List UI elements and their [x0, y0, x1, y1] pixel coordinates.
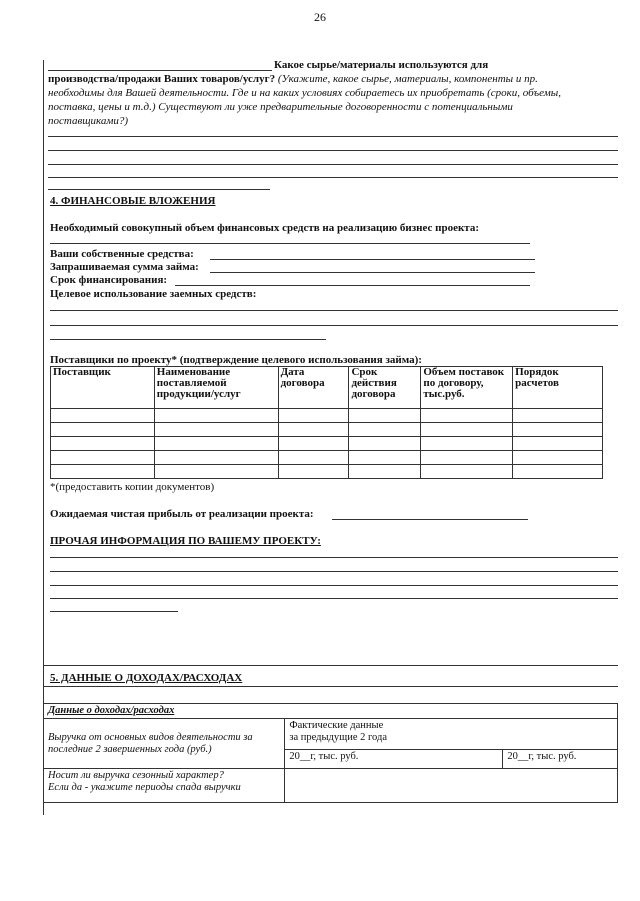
header-product: Наименование поставляемой продукции/услуг	[154, 367, 278, 409]
materials-question-line2	[48, 73, 538, 85]
materials-hint-1: (Укажите, какое сырье, материалы, компоненты и пр.	[277, 73, 538, 85]
header-volume: Объем поставок по договору, тыс.руб.	[421, 367, 513, 409]
actual-data-label: Фактические данные за предыдущие 2 года	[289, 720, 387, 743]
year-2-field[interactable]: 20__г, тыс. руб.	[507, 751, 577, 762]
table-row[interactable]	[51, 437, 603, 451]
purpose-label: Целевое использование заемных средств:	[50, 288, 257, 300]
suppliers-header-row	[51, 367, 603, 409]
purpose-line-2[interactable]	[50, 325, 618, 326]
materials-question-bold: производства/продажи Ваших товаров/услуг?	[48, 73, 276, 85]
materials-hint-2: необходимы для Вашей деятельности. Где и на каких условиях собираетесь их приобретать (сроки, объемы,	[48, 87, 561, 99]
term-line[interactable]	[175, 285, 530, 286]
total-funds-label: Необходимый совокупный объем финансовых средств на реализацию бизнес проекта:	[50, 222, 479, 234]
materials-answer-line-4[interactable]	[48, 177, 618, 178]
section5-top-border	[43, 665, 618, 666]
other-info-line-1[interactable]	[50, 557, 618, 558]
expected-profit-line[interactable]	[332, 519, 528, 520]
revenue-label: Выручка от основных видов деятельности за последние 2 завершенных года (руб.)	[44, 719, 285, 769]
seasonal-label: Носит ли выручка сезонный характер? Если да - укажите периоды спада выручки	[44, 769, 285, 803]
materials-answer-line[interactable]	[48, 70, 272, 71]
table-row[interactable]	[51, 423, 603, 437]
other-info-line-4[interactable]	[50, 598, 618, 599]
other-info-line-5[interactable]	[50, 611, 178, 612]
expected-profit-label: Ожидаемая чистая прибыль от реализации проекта:	[50, 508, 314, 520]
header-contract-date: Дата договора	[278, 367, 349, 409]
section4-title: 4. ФИНАНСОВЫЕ ВЛОЖЕНИЯ	[50, 195, 216, 207]
section5-title: 5. ДАННЫЕ О ДОХОДАХ/РАСХОДАХ	[50, 672, 243, 684]
materials-question-line1: Какое сырье/материалы используются для	[274, 59, 489, 71]
materials-hint-4: поставщиками?)	[48, 115, 129, 127]
own-funds-line[interactable]	[210, 259, 535, 260]
table-row[interactable]	[51, 451, 603, 465]
header-contract-term: Срок действия договора	[349, 367, 421, 409]
year-1-field[interactable]: 20__г, тыс. руб.	[285, 750, 503, 768]
suppliers-footnote: *(предоставить копии документов)	[50, 481, 215, 493]
other-info-line-2[interactable]	[50, 571, 618, 572]
form-frame-left	[43, 60, 44, 815]
table-row[interactable]	[51, 465, 603, 479]
header-supplier: Поставщик	[51, 367, 155, 409]
materials-answer-line-3[interactable]	[48, 164, 618, 165]
total-funds-line[interactable]	[50, 243, 530, 244]
loan-amount-line[interactable]	[210, 272, 535, 273]
materials-hint-3: поставка, цены и т.д.) Существуют ли уже предварительные договоренности с потенциальными	[48, 101, 513, 113]
suppliers-title: Поставщики по проекту* (подтверждение целевого использования займа):	[50, 354, 422, 366]
page-number: 26	[314, 10, 326, 24]
seasonal-answer-field[interactable]	[285, 769, 618, 803]
term-label: Срок финансирования:	[50, 274, 168, 286]
materials-answer-line-5[interactable]	[48, 189, 270, 190]
other-info-line-3[interactable]	[50, 585, 618, 586]
purpose-line-1[interactable]	[50, 310, 618, 311]
header-payment-terms: Порядок расчетов	[513, 367, 603, 409]
purpose-line-3[interactable]	[50, 339, 326, 340]
table-row[interactable]	[51, 409, 603, 423]
own-funds-label: Ваши собственные средства:	[50, 248, 194, 260]
income-table-subtitle: Данные о доходах/расходах	[44, 704, 618, 719]
section5-title-border	[43, 686, 618, 687]
other-info-title: ПРОЧАЯ ИНФОРМАЦИЯ ПО ВАШЕМУ ПРОЕКТУ:	[50, 535, 321, 547]
materials-answer-line-1[interactable]	[48, 136, 618, 137]
materials-answer-line-2[interactable]	[48, 150, 618, 151]
loan-amount-label: Запрашиваемая сумма займа:	[50, 261, 199, 273]
actual-data-cell	[285, 719, 618, 769]
suppliers-table	[50, 366, 603, 479]
income-table	[43, 703, 618, 803]
